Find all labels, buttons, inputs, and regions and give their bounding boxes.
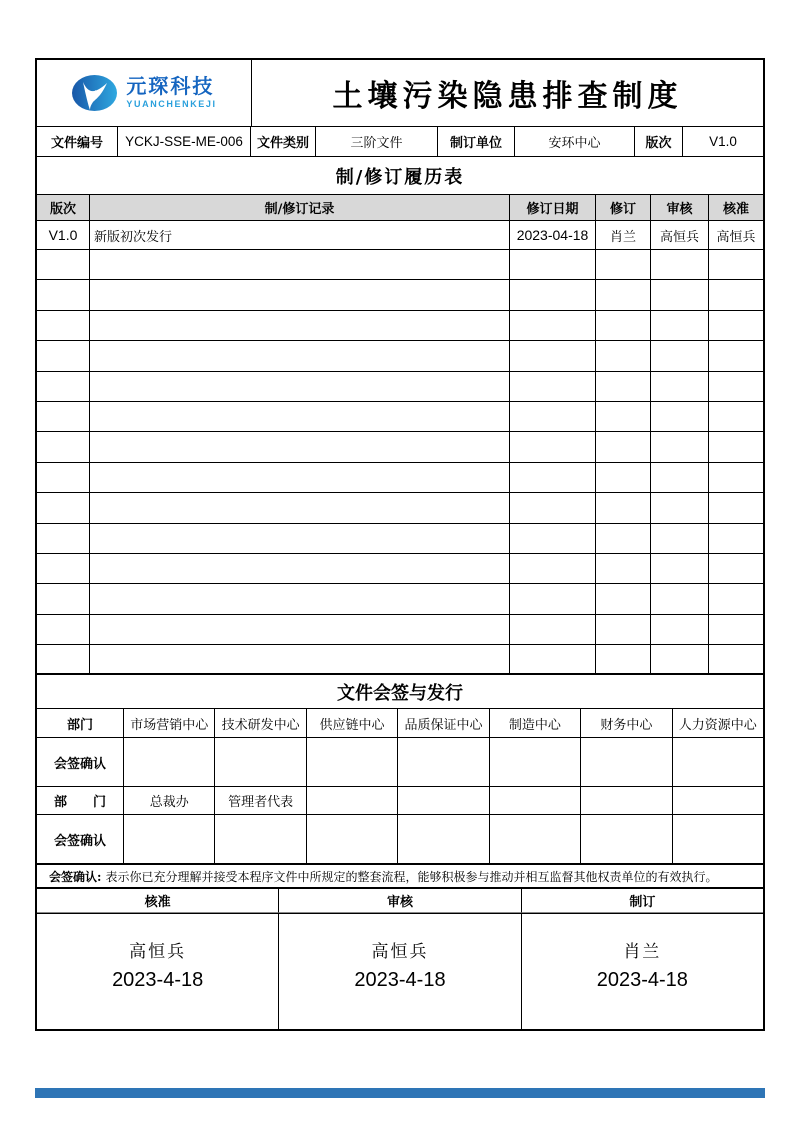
- dept-rnd: 技术研发中心: [215, 709, 306, 737]
- signoff-section-title-row: [37, 675, 763, 709]
- history-empty-cell: [90, 250, 510, 279]
- history-empty-cell: [651, 311, 709, 340]
- logo-swoosh-icon: [71, 74, 118, 112]
- history-empty-row: [37, 280, 763, 310]
- history-empty-row: [37, 645, 763, 675]
- history-section-title: 制/修订履历表: [335, 166, 465, 188]
- dept-supply: 供应链中心: [307, 709, 398, 737]
- history-empty-cell: [651, 645, 709, 673]
- dept-label-2: 部 门: [37, 787, 124, 814]
- history-empty-cell: [651, 372, 709, 401]
- doc-no-value: YCKJ-SSE-ME-006: [118, 127, 251, 156]
- history-empty-cell: [596, 645, 651, 673]
- history-empty-cell: [510, 250, 596, 279]
- history-empty-row: [37, 402, 763, 432]
- signoff-section-title: 文件会签与发行: [337, 682, 463, 704]
- history-empty-row: [37, 615, 763, 645]
- history-empty-cell: [709, 311, 763, 340]
- history-empty-cell: [651, 584, 709, 613]
- history-empty-cell: [709, 280, 763, 309]
- history-empty-cell: [651, 524, 709, 553]
- approval-col-approve: 核准: [37, 889, 279, 913]
- history-empty-cell: [709, 463, 763, 492]
- history-empty-cell: [709, 524, 763, 553]
- history-empty-cell: [709, 432, 763, 461]
- history-empty-cell: [596, 372, 651, 401]
- history-empty-cell: [90, 463, 510, 492]
- approval-col-review: 审核: [279, 889, 521, 913]
- history-empty-row: [37, 554, 763, 584]
- company-name-cn: 元琛科技: [126, 76, 215, 98]
- history-empty-cell: [37, 584, 90, 613]
- version-value: V1.0: [709, 134, 737, 149]
- history-empty-cell: [596, 311, 651, 340]
- history-empty-cell: [651, 554, 709, 583]
- dept-empty: [581, 787, 672, 814]
- history-empty-row: [37, 524, 763, 554]
- history-empty-cell: [90, 280, 510, 309]
- confirm-row-1: [37, 738, 763, 787]
- history-empty-cell: [596, 402, 651, 431]
- col-version: 版次: [37, 195, 90, 220]
- company-logo: [71, 74, 216, 112]
- unit-value: 安环中心: [515, 127, 635, 156]
- history-empty-cell: [651, 250, 709, 279]
- history-empty-cell: [709, 615, 763, 644]
- history-empty-row: [37, 584, 763, 614]
- dept-management-rep: 管理者代表: [215, 787, 306, 814]
- history-empty-row: [37, 463, 763, 493]
- history-empty-cell: [709, 554, 763, 583]
- history-empty-row: [37, 432, 763, 462]
- document-form: [35, 58, 765, 1031]
- history-empty-cell: [37, 493, 90, 522]
- dept-empty: [673, 787, 763, 814]
- history-empty-row: [37, 372, 763, 402]
- unit-label: 制订单位: [438, 127, 515, 156]
- history-empty-cell: [510, 280, 596, 309]
- dept-row-1: [37, 709, 763, 738]
- history-empty-cell: [90, 645, 510, 673]
- history-empty-cell: [510, 554, 596, 583]
- confirm-cell: [673, 738, 763, 786]
- history-row-v1: [37, 221, 763, 250]
- history-empty-cell: [90, 584, 510, 613]
- history-empty-cell: [37, 402, 90, 431]
- history-empty-cell: [651, 402, 709, 431]
- confirm-cell: [398, 738, 489, 786]
- confirm-cell: [215, 738, 306, 786]
- doc-type-label: 文件类别: [251, 127, 316, 156]
- approve-signature-cell: [37, 914, 279, 1029]
- col-revised: 修订: [596, 195, 651, 220]
- history-empty-cell: [596, 554, 651, 583]
- confirm-cell: [307, 738, 398, 786]
- history-empty-cell: [596, 280, 651, 309]
- history-empty-cell: [510, 645, 596, 673]
- approve-date: 2023-4-18: [112, 969, 204, 992]
- history-section-title-row: [37, 157, 763, 195]
- history-empty-row: [37, 311, 763, 341]
- history-empty-cell: [37, 311, 90, 340]
- history-empty-cell: [37, 372, 90, 401]
- confirm-cell: [124, 815, 215, 863]
- dept-quality: 品质保证中心: [398, 709, 489, 737]
- history-empty-cell: [37, 463, 90, 492]
- history-empty-cell: [596, 463, 651, 492]
- history-empty-cell: [596, 615, 651, 644]
- confirm-label-1: 会签确认: [37, 738, 124, 786]
- history-empty-cell: [651, 463, 709, 492]
- history-empty-cell: [651, 432, 709, 461]
- confirm-cell: [581, 815, 672, 863]
- history-empty-cell: [90, 493, 510, 522]
- draft-signature-cell: [522, 914, 763, 1029]
- history-empty-cell: [709, 645, 763, 673]
- page-break-accent-bar: [35, 1088, 765, 1098]
- history-approved-by: 高恒兵: [716, 229, 756, 245]
- history-empty-cell: [596, 432, 651, 461]
- confirm-cell: [398, 815, 489, 863]
- history-empty-cell: [90, 311, 510, 340]
- history-empty-cell: [90, 402, 510, 431]
- dept-row-2: [37, 787, 763, 815]
- history-empty-cell: [510, 493, 596, 522]
- history-empty-cell: [709, 584, 763, 613]
- confirm-label-2: 会签确认: [37, 815, 124, 863]
- history-empty-cell: [709, 250, 763, 279]
- history-empty-cell: [510, 341, 596, 370]
- history-empty-row: [37, 341, 763, 371]
- review-date: 2023-4-18: [354, 969, 446, 992]
- dept-empty: [398, 787, 489, 814]
- col-record: 制/修订记录: [90, 195, 510, 220]
- dept-label-1: 部门: [37, 709, 124, 737]
- history-empty-cell: [596, 250, 651, 279]
- header-row: [37, 60, 763, 127]
- history-empty-cell: [510, 372, 596, 401]
- history-reviewed-by: 高恒兵: [651, 221, 709, 249]
- history-version: V1.0: [37, 221, 90, 249]
- doc-info-row: [37, 127, 763, 157]
- history-revised-by: 肖兰: [596, 221, 651, 249]
- history-empty-cell: [90, 554, 510, 583]
- approval-header-row: [37, 889, 763, 914]
- history-empty-cell: [510, 463, 596, 492]
- logo-text: [126, 77, 216, 109]
- draft-date: 2023-4-18: [596, 969, 688, 992]
- history-empty-cell: [37, 524, 90, 553]
- history-empty-cell: [596, 584, 651, 613]
- history-empty-cell: [510, 432, 596, 461]
- note-row: [37, 865, 763, 889]
- confirm-cell: [490, 738, 581, 786]
- col-approved: 核准: [722, 202, 749, 217]
- history-empty-cell: [90, 524, 510, 553]
- history-empty-cell: [709, 372, 763, 401]
- history-empty-cell: [37, 341, 90, 370]
- note-label: 会签确认:: [49, 869, 102, 884]
- history-header-row: [37, 195, 763, 221]
- doc-type-value: 三阶文件: [316, 127, 438, 156]
- col-date: 修订日期: [510, 195, 596, 220]
- dept-finance: 财务中心: [581, 709, 672, 737]
- confirm-cell: [490, 815, 581, 863]
- confirm-cell: [673, 815, 763, 863]
- confirm-cell: [581, 738, 672, 786]
- drafter-name: 肖兰: [623, 942, 662, 963]
- history-empty-cell: [596, 341, 651, 370]
- history-empty-cell: [510, 615, 596, 644]
- history-empty-cell: [510, 584, 596, 613]
- history-empty-cell: [90, 341, 510, 370]
- history-empty-row: [37, 250, 763, 280]
- history-empty-cell: [709, 341, 763, 370]
- history-empty-cell: [651, 280, 709, 309]
- dept-marketing: 市场营销中心: [124, 709, 215, 737]
- confirm-cell: [307, 815, 398, 863]
- doc-no-label: 文件编号: [37, 127, 118, 156]
- dept-empty: [490, 787, 581, 814]
- history-empty-cell: [37, 280, 90, 309]
- col-reviewed: 审核: [651, 195, 709, 220]
- dept-hr: 人力资源中心: [678, 717, 757, 733]
- history-empty-cell: [37, 615, 90, 644]
- approver-name: 高恒兵: [129, 942, 187, 963]
- history-empty-cell: [37, 432, 90, 461]
- history-empty-cell: [90, 615, 510, 644]
- confirm-cell: [124, 738, 215, 786]
- history-empty-cell: [37, 250, 90, 279]
- history-empty-cell: [90, 432, 510, 461]
- reviewer-name: 高恒兵: [371, 942, 429, 963]
- history-empty-cell: [90, 372, 510, 401]
- history-empty-rows: [37, 250, 763, 675]
- dept-manufacturing: 制造中心: [490, 709, 581, 737]
- history-empty-cell: [651, 615, 709, 644]
- history-empty-cell: [596, 524, 651, 553]
- title-cell: [252, 60, 763, 126]
- version-label: 版次: [635, 127, 683, 156]
- history-empty-cell: [651, 493, 709, 522]
- history-empty-row: [37, 493, 763, 523]
- approval-col-draft: 制订: [522, 889, 763, 913]
- note-cell: [37, 865, 763, 887]
- history-empty-cell: [596, 493, 651, 522]
- confirm-cell: [215, 815, 306, 863]
- review-signature-cell: [279, 914, 521, 1029]
- dept-empty: [307, 787, 398, 814]
- history-empty-cell: [651, 341, 709, 370]
- history-empty-cell: [510, 311, 596, 340]
- approval-signature-row: [37, 914, 763, 1029]
- history-record: 新版初次发行: [90, 221, 510, 249]
- company-name-en: YUANCHENKEJI: [126, 99, 217, 109]
- history-date: 2023-04-18: [510, 221, 596, 249]
- document-title: 土壤污染隐患排查制度: [332, 79, 683, 114]
- history-empty-cell: [37, 554, 90, 583]
- logo-cell: [37, 60, 252, 126]
- dept-president-office: 总裁办: [124, 787, 215, 814]
- note-text: 表示你已充分理解并接受本程序文件中所规定的整套流程，能够积极参与推动并相互监督其他权责单位的有效执行。: [105, 869, 718, 884]
- confirm-row-2: [37, 815, 763, 865]
- history-empty-cell: [709, 493, 763, 522]
- history-empty-cell: [37, 645, 90, 673]
- history-empty-cell: [510, 402, 596, 431]
- history-empty-cell: [709, 402, 763, 431]
- history-empty-cell: [510, 524, 596, 553]
